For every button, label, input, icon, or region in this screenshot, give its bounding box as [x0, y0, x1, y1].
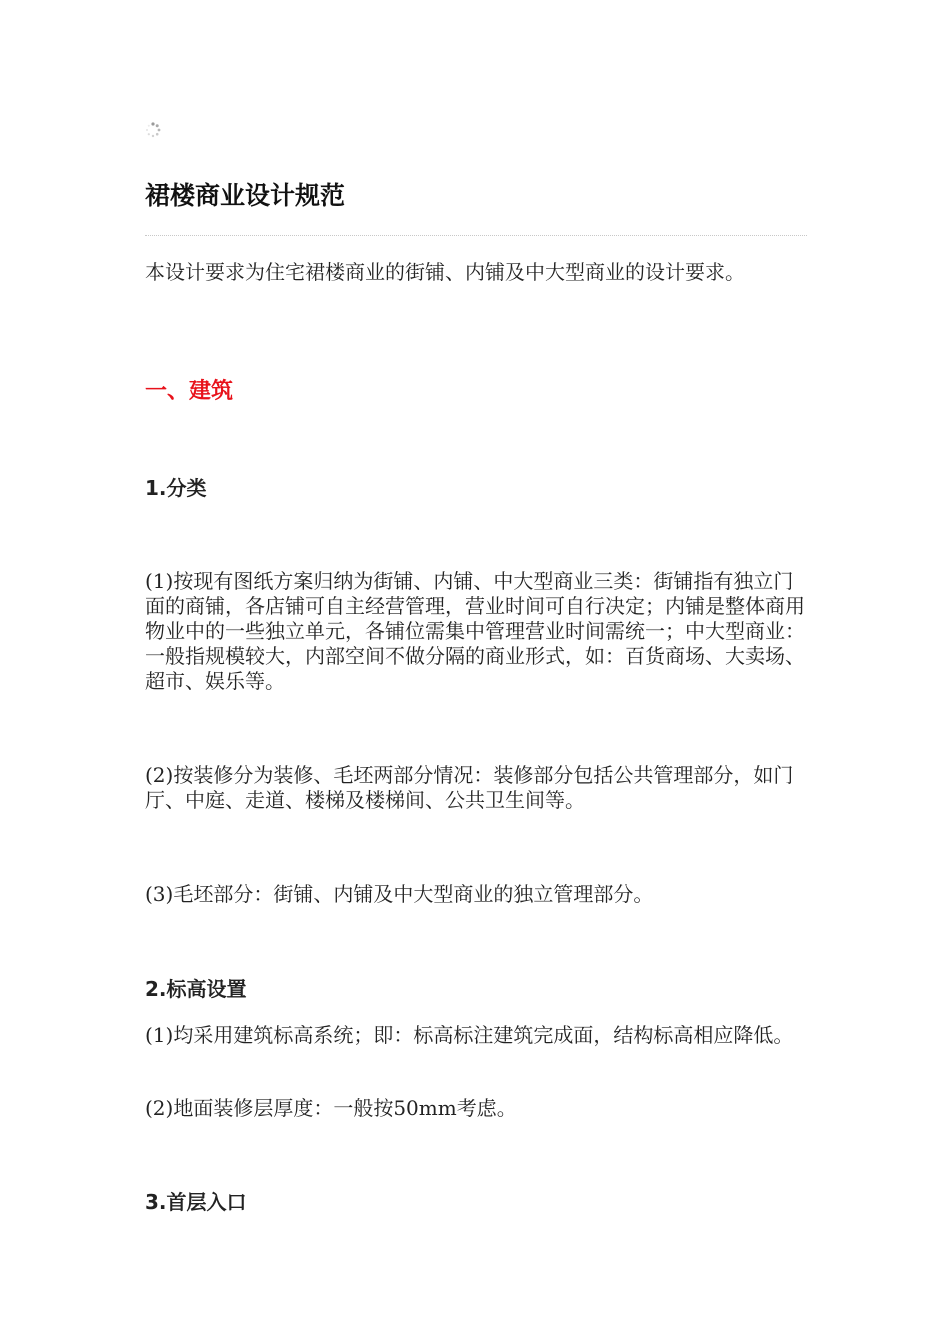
paragraph-classification-2: (2)按装修分为装修、毛坯两部分情况：装修部分包括公共管理部分，如门厅、中庭、走道、楼梯及楼梯间、公共卫生间等。	[145, 763, 794, 812]
subsection-heading-elevation: 2.标高设置	[145, 977, 247, 1001]
paragraph-elevation-2: (2)地面装修层厚度：一般按50mm考虑。	[145, 1096, 517, 1120]
title-divider	[145, 235, 807, 236]
subsection-heading-entrance: 3.首层入口	[145, 1190, 247, 1214]
paragraph-elevation-1: (1)均采用建筑标高系统；即：标高标注建筑完成面，结构标高相应降低。	[145, 1023, 794, 1047]
page-title: 裙楼商业设计规范	[145, 181, 346, 210]
document-page	[145, 0, 810, 1344]
paragraph-classification-3: (3)毛坯部分：街铺、内铺及中大型商业的独立管理部分。	[145, 882, 654, 906]
paragraph-classification-1: (1)按现有图纸方案归纳为街铺、内铺、中大型商业三类：街铺指有独立门面的商铺，各店铺可自主经营管理，营业时间可自行决定；内铺是整体商用物业中的一些独立单元，各铺位需集中管理营业时间需统一；中大型商业：一般指规模较大，内部空间不做分隔的商业形式，如：百货商场、大卖场、超市、娱乐等。	[145, 569, 805, 693]
spinner-icon	[145, 122, 161, 138]
section-heading-architecture: 一、建筑	[145, 379, 234, 404]
subsection-heading-classification: 1.分类	[145, 476, 207, 500]
intro-paragraph: 本设计要求为住宅裙楼商业的街铺、内铺及中大型商业的设计要求。	[145, 260, 745, 284]
